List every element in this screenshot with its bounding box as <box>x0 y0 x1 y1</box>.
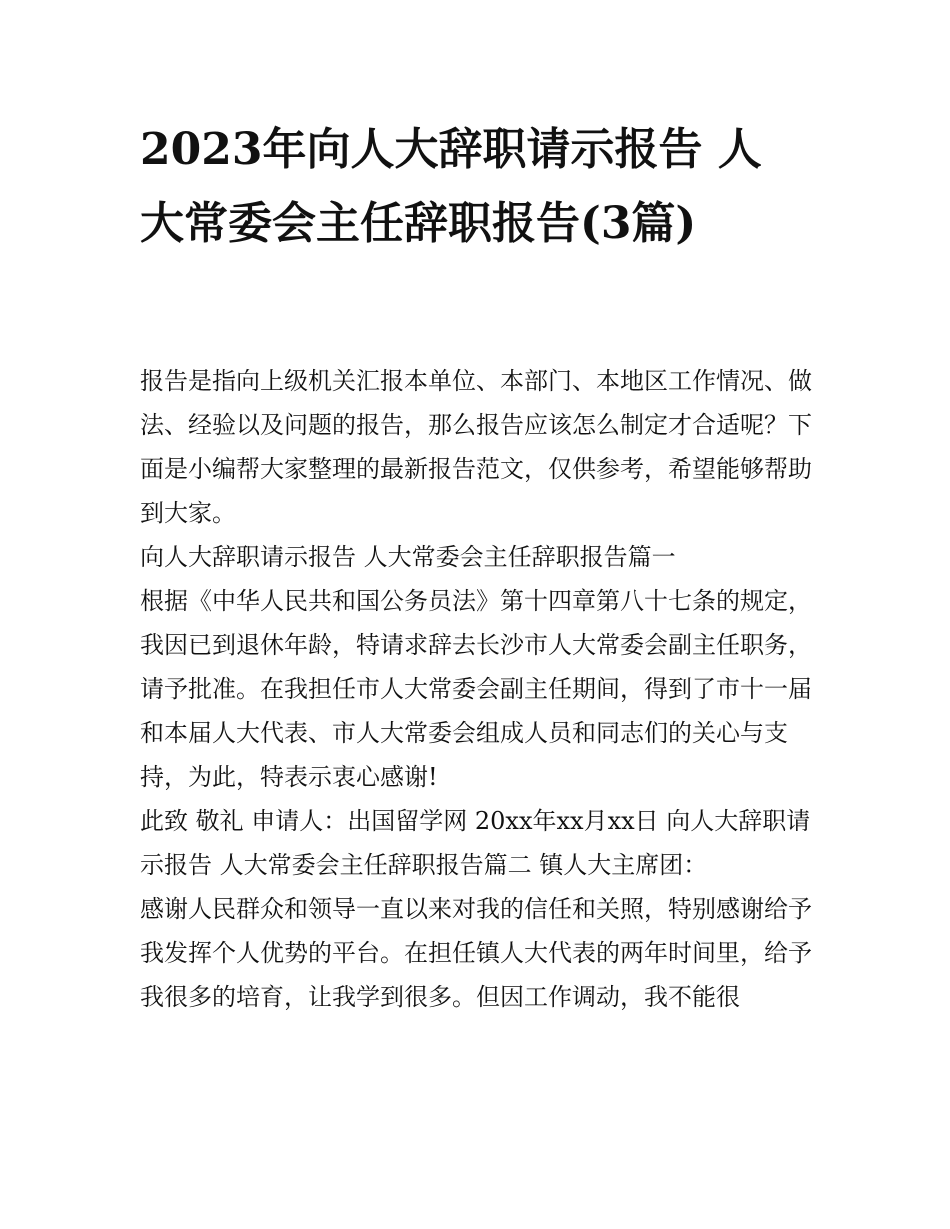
paragraph-heading-one: 向人大辞职请示报告 人大常委会主任辞职报告篇一 <box>140 543 676 571</box>
paragraph-closing-heading-two: 此致 敬礼 申请人：出国留学网 20xx年xx月xx日 向人大辞职请示报告 人大常委会主任辞职报告篇二 镇人大主席团： <box>140 807 811 879</box>
document-body <box>140 359 820 1019</box>
paragraph-intro: 报告是指向上级机关汇报本单位、本部门、本地区工作情况、做法、经验以及问题的报告，那么报告应该怎么制定才合适呢？下面是小编帮大家整理的最新报告范文，仅供参考，希望能够帮助到大家。 <box>140 367 812 527</box>
document-title: 2023年向人大辞职请示报告 人大常委会主任辞职报告(3篇) <box>140 124 762 249</box>
paragraph-resignation-two: 感谢人民群众和领导一直以来对我的信任和关照，特别感谢给予我发挥个人优势的平台。在担任镇人大代表的两年时间里，给予我很多的培育，让我学到很多。但因工作调动，我不能很 <box>140 895 812 1011</box>
paragraph-resignation-one: 根据《中华人民共和国公务员法》第十四章第八十七条的规定，我因已到退休年龄，特请求辞去长沙市人大常委会副主任职务，请予批准。在我担任市人大常委会副主任期间，得到了市十一届和本届人大代表、市人大常委会组成人员和同志们的关心与支持，为此，特表示衷心感谢! <box>140 587 812 791</box>
